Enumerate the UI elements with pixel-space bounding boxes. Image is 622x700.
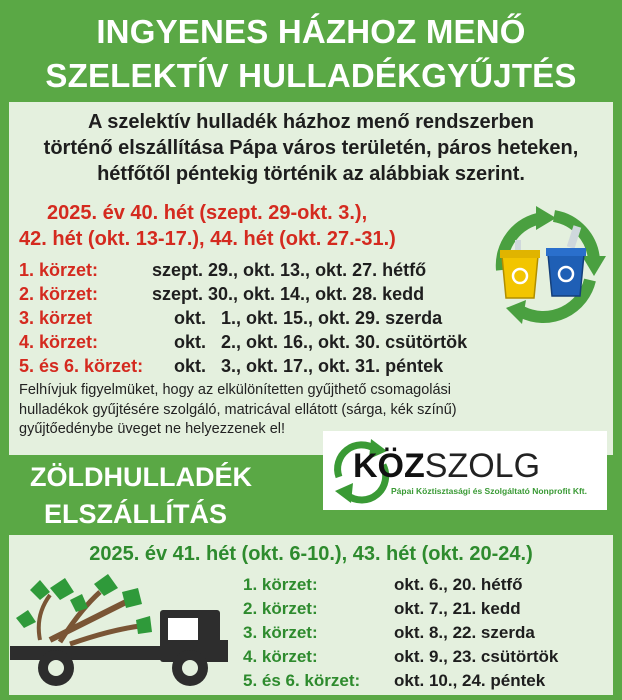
intro-line3: hétfőtől péntekig történik az alábbiak szerint. [97,163,525,185]
truck-with-branches-icon [10,570,235,695]
selective-weeks-line2: 42. hét (okt. 13-17.), 44. hét (okt. 27.-31.) [19,228,396,250]
logo-part2: SZOLG [424,447,541,485]
district-dates: okt. 8., 22. szerda [394,623,535,642]
district-dates: okt. 10., 24. péntek [394,671,546,690]
district-label: 1. körzet: [243,575,318,594]
district-label: 3. körzet: [243,623,318,642]
district-label: 3. körzet [19,308,93,328]
glass-warning-note: Felhívjuk figyelmüket, hogy az elkülönítetten gyűjthető csomagolási hulladékok gyűjtésére szolgáló, matricával ellátott (sárga, kék színű) gyűjtőedénybe üveget ne helyezzenek el! [19,382,457,437]
district-label: 4. körzet: [243,647,318,666]
recycle-bins-icon [482,200,612,325]
selective-weeks-line1: 2025. év 40. hét (szept. 29-okt. 3.), [47,202,368,224]
district-label: 2. körzet: [243,599,318,618]
logo-subtitle: Pápai Köztisztasági és Szolgáltató Nonprofit Kft. [391,486,587,496]
district-dates: okt. 7., 21. kedd [394,599,521,618]
intro-line1: A szelektív hulladék házhoz menő rendszerben [87,111,535,133]
logo-part1: KÖZ [353,447,425,485]
district-label: 2. körzet: [19,284,99,304]
district-label: 5. és 6. körzet: [243,671,361,690]
main-title-line2: SZELEKTÍV HULLADÉKGYŰJTÉS [45,57,577,94]
district-label: 5. és 6. körzet: [19,356,144,376]
district-dates: okt. 2., okt. 16., okt. 30. csütörtök [174,332,468,352]
district-dates: okt. 9., 23. csütörtök [394,647,559,666]
district-dates: okt. 6., 20. hétfő [394,575,523,594]
green-title-line1: ZÖLDHULLADÉK [30,462,252,492]
kozszolg-logo [323,431,607,510]
district-dates: szept. 29., okt. 13., okt. 27. hétfő [152,260,427,280]
district-dates: szept. 30., okt. 14., okt. 28. kedd [152,284,425,304]
main-title-line1: INGYENES HÁZHOZ MENŐ [96,13,526,50]
green-title-line2: ELSZÁLLÍTÁS [44,499,227,529]
district-label: 4. körzet: [19,332,99,352]
green-weeks: 2025. év 41. hét (okt. 6-10.), 43. hét (okt. 20-24.) [89,543,533,565]
district-dates: okt. 3., okt. 17., okt. 31. péntek [174,356,444,376]
district-dates: okt. 1., okt. 15., okt. 29. szerda [174,308,443,328]
intro-line2: történő elszállítása Pápa város területén, páros heteken, [43,137,579,159]
district-label: 1. körzet: [19,260,99,280]
